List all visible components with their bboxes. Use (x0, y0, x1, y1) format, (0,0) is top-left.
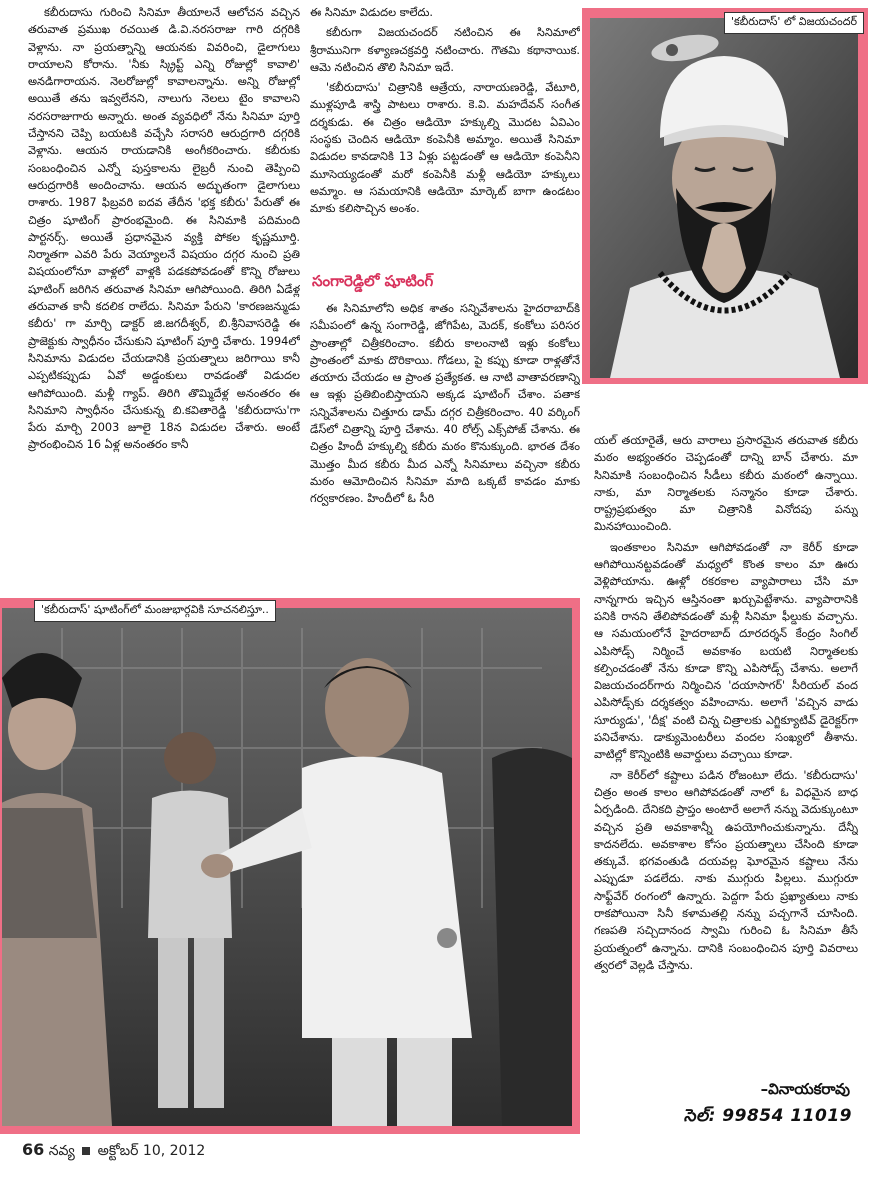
article-column-1 (28, 4, 300, 584)
magazine-name: నవ్య (48, 1143, 75, 1159)
paragraph: 'కబీరుదాసు' చిత్రానికి ఆత్రేయ, నారాయణరెడ్డి, వేటూరి, ముళ్లపూడి శాస్త్రి పాటలు రాశారు. కె.వి. మహదేవన్ సంగీత దర్శకుడు. ఈ చిత్రం ఆడియో హక్కుల్ని మొదట ఏవిఎం సంస్థకు చెందిన ఆడియో కంపెనీకి అమ్మాం. అయితే సినిమా విడుదల కావడానికి 13 ఏళ్లు పట్టడంతో ఆ ఆడియో కంపెనీని మూసెయ్యడంతో మరో కంపెనీకి మళ్లీ ఆడియో హక్కులు అమ్మాం. ఆ సమయానికి ఆడియో మార్కెట్ బాగా ఉండటం మాకు కలిసొచ్చిన అంశం. (310, 81, 580, 216)
photo-caption: 'కబీరుదాస్' షూటింగ్‌లో మంజుభార్గవికి సూచనలిస్తూ.. (34, 600, 276, 622)
portrait-illustration (590, 18, 858, 378)
paragraph: ఈ సినిమాలోని అధిక శాతం సన్నివేశాలను హైదరాబాద్‌కి సమీపంలో ఉన్న సంగారెడ్డి, జోగిపేట, మెదక్, కంకోలు పరిసర ప్రాంతాల్లో చిత్రీకరించాం. కబీరు కాలంనాటి ఇళ్లు కంకోలు ప్రాంతంలో మాకు దొరికాయి. గోడలు, పై కప్పు కూడా రాళ్లతోనే తయారు చేయడం ఆ ప్రాంత ప్రత్యేకత. ఆ నాటి వాతావరణాన్ని ఆ ఇళ్లు ప్రతిబింబిస్తాయని అక్కడ షూటింగ్ చేశాం. పతాక సన్నివేశాలను చిత్తూరు డామ్ దగ్గర చిత్రీకరించాం. 40 వర్కింగ్ డేస్‌లో చిత్రాన్ని పూర్తి చేశాను. 40 రోల్స్ ఎక్స్‌పోజ్ చేశాను. ఈ చిత్రం హిందీ హక్కుల్ని కబీరు మఠం కొనుక్కుంది. భారత దేశం మొత్తం మీద కబీరు మీద ఎన్నో సినిమాలు వచ్చినా కబీరు మఠం ఆమోదించిన సినిమా మాది ఒక్కటే కావడం మాకు గర్వకారణం. హిందీలో ఓ సీరి (310, 302, 580, 506)
issue-date: అక్టోబర్ 10, 2012 (97, 1143, 206, 1159)
portrait-photo-frame (582, 8, 868, 384)
shooting-illustration (2, 608, 572, 1126)
author-byline: –వినాయకరావు (760, 1080, 850, 1098)
photo-caption: 'కబీరుదాస్' లో విజయచందర్ (724, 12, 864, 34)
paragraph: ఈ సినిమా విడుదల కాలేదు. (310, 6, 434, 19)
page-footer (22, 1140, 205, 1162)
shooting-photo-frame (0, 598, 580, 1134)
paragraph: ఇంతకాలం సినిమా ఆగిపోవడంతో నా కెరీర్ కూడా ఆగిపోయినట్టవడంతో మధ్యలో కొంత కాలం మా ఊరు వెళ్లిపోయాను. ఊళ్లో రకరకాల వ్యాపారాలు చేసి మా నాన్నగారు ఇచ్చిన ఆస్తినంతా ఖర్చుపెట్టేశాను. వ్యాపారానికి పనికి రానని తేలిపోవడంతో మళ్లీ సినిమా ఫీల్డుకు వచ్చాను. ఆ సమయంలోనే హైదరాబాద్ దూరదర్శన్ కేంద్రం సింగిల్ ఎపిసోడ్స్ నిర్మించే అవకాశం బయటి నిర్మాతలకు కల్పించడంతో నేను కూడా కొన్ని ఎపిసోడ్స్ చేశాను. అలాగే విజయచందర్‌గారు నిర్మించిన 'దయాసాగర్' సీరియల్ వంద ఎపిసోడ్స్‌కు దర్శకత్వం వహించాను. అలాగే 'వచ్చిన వాడు సూర్యుడు', 'దీక్ష' వంటి చిన్న చిత్రాలకు ఎగ్జిక్యూటివ్ డైరెక్టర్‌గా పనిచేశాను. డాక్యుమెంటరీలు వందల సంఖ్యలో తీశాను. వాటిల్లో కొన్నింటికి అవార్డులు వచ్చాయి కూడా. (594, 540, 858, 762)
paragraph: కబీరుదాసు గురించి సినిమా తీయాలనే ఆలోచన వచ్చిన తరువాత ప్రముఖ రచయిత డి.వి.నరసరాజు గారి దగ్గరికి వెళ్లాను. నా ప్రయత్నాన్ని ఆయనకు వివరించి, డైలాగులు రాయాలని కోరాను. 'నీకు స్క్రిప్ట్ ఎన్ని రోజుల్లో కావాలి' అనడిగారాయన. నెలరోజుల్లో కావాలన్నాను. అన్ని రోజుల్లో అయితే తను ఇవ్వలేనని, నాలుగు నెలలు టైం కావాలని నరసరాజుగారు అన్నారు. అంత వ్యవధిలో నేను సినిమా పూర్తి చేస్తానని చెప్పి బయటకి వచ్చేసి సరాసరి ఆరుద్రగారి దగ్గరికి వెళ్లాను. ఆయన రాయడానికి అంగీకరించారు. కబీరుకు సంబంధించిన ఎన్నో పుస్తకాలను లైబ్రరీ నుంచి తెప్పించి ఆరుద్రగారికి అందించాను. ఆయన అద్భుతంగా డైలాగులు రాశారు. 1987 ఫిబ్రవరి ఐదవ తేదీన 'భక్త కబీరు' పేరుతో ఈ చిత్రం షూటింగ్ ప్రారంభమైంది. ఈ సినిమాకి పదిమంది పార్టనర్స్. అయితే ప్రధానమైన వ్యక్తి పోకల కృష్ణమూర్తి. నిర్మాతగా ఎవరి పేరు వెయ్యాలనే విషయం దగ్గర నుంచి ప్రతి విషయంలోనూ వాళ్లలో వాళ్లకి పడకపోవడంతో కొన్ని రోజులు షూటింగ్ జరిగిన తరువాత సినిమా ఆగిపోయింది. తిరిగి ఏడేళ్ల తరువాత కానీ కదలిక రాలేదు. సినిమా పేరుని 'కారణజన్ముడు కబీరు' గా మార్చి డాక్టర్ జి.జగదీశ్వర్, బి.శ్రీనివాసరెడ్డి ఈ ప్రాజెక్టుకు స్వాధీనం చేసుకుని షూటింగ్ పూర్తి చేశారు. 1994లో సినిమాను విడుదల చేయడానికి ప్రయత్నాలు జరిగాయి కానీ ఎప్పటికప్పుడు ఏవో అడ్డంకులు రావడంతో విడుదల ఆగిపోయింది. మళ్లీ గ్యాప్. తిరిగి తొమ్మిదేళ్ల అనంతరం ఈ సినిమాని స్వాధీనం చేసుకున్న బి.కవితారెడ్డి 'కబీరుదాసు'గా పేరు మార్చి 2003 జూలై 18న విడుదల చేశారు. అంటే ప్రారంభించిన 16 ఏళ్ల అనంతరం కానీ (28, 6, 300, 452)
paragraph: యల్ తయారైతే, ఆరు వారాలు ప్రసారమైన తరువాత కబీరు మఠం అభ్యంతరం చెప్పడంతో దాన్ని బాన్ చేశారు. మా సినిమాకి సంబంధించిన సీడీలు కబీరు మఠంలో ఉన్నాయి. నాకు, మా నిర్మాతలకు సన్మానం కూడా చేశారు. రాష్ట్రప్రభుత్వం మా చిత్రానికి వినోదపు పన్ను మినహాయించింది. (594, 434, 858, 534)
page-number: 66 (22, 1140, 45, 1159)
paragraph: నా కెరీర్‌లో కష్టాలు పడిన రోజంటూ లేదు. 'కబీరుదాసు' చిత్రం అంత కాలం ఆగిపోవడంతో నాలో ఓ విధమైన బాధ ఏర్పడింది. దేనికది ప్రాప్తం అంటారే అలాగే నన్ను వెదుక్కుంటూ వచ్చిన ప్రతి అవకాశాన్నీ ఉపయోగించుకున్నాను. దేన్నీ కాదనలేదు. అవకాశాల కోసం ప్రయత్నాలు చేసింది కూడా తక్కువే. భగవంతుడి దయవల్ల ఘోరమైన కష్టాలు నేను ఎప్పుడూ పడలేదు. నాకు ముగ్గురు పిల్లలు. ముగ్గురూ సాఫ్ట్‌వేర్ రంగంలో ఉన్నారు. పెద్దగా పేరు ప్రఖ్యాతులు నాకు రాకపోయినా సినీ కళామతల్లి నన్ను పచ్చగానే చూసింది. గణపతి సచ్చిదానంద స్వామి గురించి ఓ సినిమా తీసే ప్రయత్నంలో ఉన్నాను. దానికి సంబంధించిన పూర్తి వివరాలు త్వరలో వెల్లడి చేస్తాను. (594, 768, 858, 972)
portrait-photo (590, 18, 858, 378)
article-column-2-continued (310, 300, 580, 590)
section-heading: సంగారెడ్డిలో షూటింగ్ (312, 272, 434, 290)
article-column-2 (310, 4, 580, 266)
author-phone: సెల్: 99854 11019 (683, 1106, 852, 1126)
paragraph: కబీరుగా విజయచందర్ నటించిన ఈ సినిమాలో శ్రీరామునిగా కళ్యాణచక్రవర్తి నటించారు. గౌతమి కథానాయిక. ఆమె నటించిన తొలి సినిమా ఇదే. (310, 26, 580, 74)
shooting-photo (2, 608, 572, 1126)
separator-square (82, 1147, 90, 1155)
article-column-3 (594, 432, 858, 1077)
